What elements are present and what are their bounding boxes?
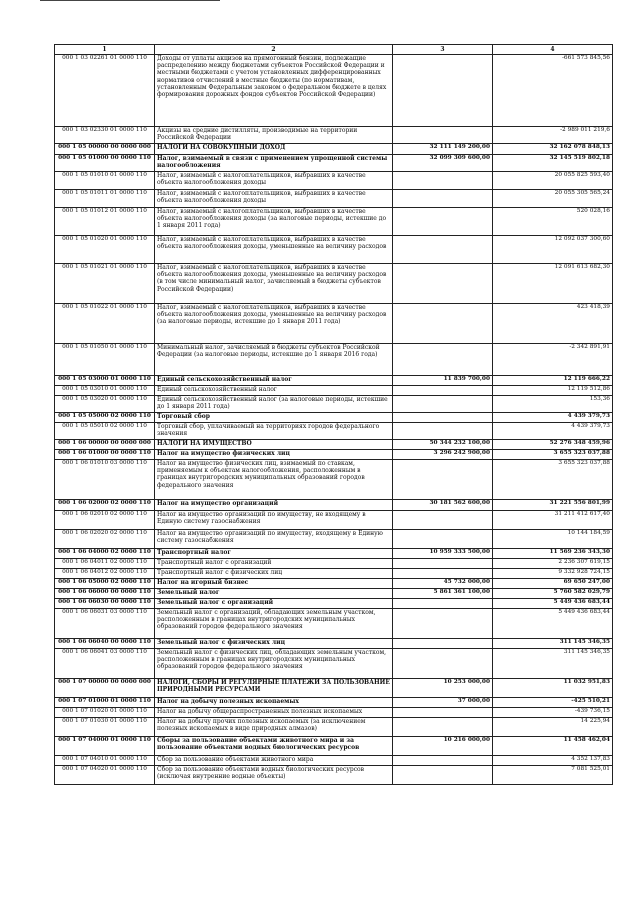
planned-amount: [393, 639, 493, 649]
table-row: [55, 549, 613, 559]
budget-code: 000 1 06 06030 00 0000 110: [55, 599, 155, 609]
table-row: [55, 344, 613, 376]
table-row: [55, 460, 613, 500]
planned-amount: [393, 413, 493, 423]
table-row: [55, 423, 613, 440]
budget-code: 000 1 06 01000 00 0000 110: [55, 450, 155, 460]
description: Сбор за пользование объектами водных биологических ресурсов (исключая внутренние водные объекты): [155, 766, 393, 785]
description: Сборы за пользование объектами животного мира и за пользование объектами водных биологических ресурсов: [155, 737, 393, 756]
description: Налог на добычу полезных ископаемых: [155, 698, 393, 708]
table-row: [55, 679, 613, 698]
table-row: [55, 766, 613, 785]
planned-amount: [393, 55, 493, 127]
table-row: [55, 500, 613, 511]
planned-amount: [393, 396, 493, 413]
budget-code: 000 1 06 06000 00 0000 110: [55, 589, 155, 599]
budget-code: 000 1 06 06031 03 0000 110: [55, 609, 155, 639]
planned-amount: [393, 172, 493, 190]
table-row: [55, 579, 613, 589]
description: Единый сельскохозяйственный налог: [155, 386, 393, 396]
budget-code: 000 1 07 01000 01 0000 110: [55, 698, 155, 708]
executed-amount: 4 352 137,83: [493, 756, 613, 766]
planned-amount: [393, 718, 493, 737]
description: Сбор за пользование объектами животного мира: [155, 756, 393, 766]
description: Земельный налог: [155, 589, 393, 599]
executed-amount: 32 145 519 802,18: [493, 155, 613, 172]
table-row: [55, 599, 613, 609]
description: Налог на имущество физических лиц: [155, 450, 393, 460]
planned-amount: [393, 460, 493, 500]
header-col-3: 3: [393, 45, 493, 55]
planned-amount: 3 296 242 900,00: [393, 450, 493, 460]
budget-code: 000 1 07 00000 00 0000 000: [55, 679, 155, 698]
executed-amount: 14 225,94: [493, 718, 613, 737]
budget-code: 000 1 05 01050 01 0000 110: [55, 344, 155, 376]
header-row: [55, 45, 613, 55]
description: Налог на имущество организаций: [155, 500, 393, 511]
table-row: [55, 190, 613, 208]
table-row: [55, 450, 613, 460]
description: Налог, взимаемый с налогоплательщиков, выбравших в качестве объекта налогообложения доходы (за налоговые периоды, истекшие до 1 января 2011 года): [155, 208, 393, 236]
top-border-line: [40, 0, 220, 1]
executed-amount: 5 449 436 683,44: [493, 599, 613, 609]
planned-amount: [393, 559, 493, 569]
header-col-1: 1: [55, 45, 155, 55]
budget-code: 000 1 06 04000 02 0000 110: [55, 549, 155, 559]
budget-code: 000 1 07 01030 01 0000 110: [55, 718, 155, 737]
planned-amount: [393, 569, 493, 579]
budget-code: 000 1 06 05000 02 0000 110: [55, 579, 155, 589]
executed-amount: 311 145 346,35: [493, 639, 613, 649]
executed-amount: 31 211 412 617,40: [493, 511, 613, 530]
budget-code: 000 1 06 06040 00 0000 110: [55, 639, 155, 649]
executed-amount: 20 055 305 565,24: [493, 190, 613, 208]
executed-amount: 12 119 666,22: [493, 376, 613, 386]
description: Единый сельскохозяйственный налог: [155, 376, 393, 386]
table-body: [55, 55, 613, 785]
description: Налог, взимаемый с налогоплательщиков, выбравших в качестве объекта налогообложения доходы: [155, 190, 393, 208]
table-row: [55, 236, 613, 264]
executed-amount: 20 055 825 593,40: [493, 172, 613, 190]
table-row: [55, 304, 613, 344]
budget-code: 000 1 06 04012 02 0000 110: [55, 569, 155, 579]
planned-amount: 32 111 149 200,00: [393, 144, 493, 155]
table-row: [55, 639, 613, 649]
description: НАЛОГИ, СБОРЫ И РЕГУЛЯРНЫЕ ПЛАТЕЖИ ЗА ПОЛЬЗОВАНИЕ ПРИРОДНЫМИ РЕСУРСАМИ: [155, 679, 393, 698]
budget-code: 000 1 05 01022 01 0000 110: [55, 304, 155, 344]
executed-amount: 423 418,39: [493, 304, 613, 344]
executed-amount: 5 760 582 029,79: [493, 589, 613, 599]
description: Земельный налог с организаций: [155, 599, 393, 609]
table-row: [55, 756, 613, 766]
table-row: [55, 708, 613, 718]
executed-amount: 10 144 184,59: [493, 530, 613, 549]
budget-code: 000 1 06 02020 02 0000 110: [55, 530, 155, 549]
description: Налог, взимаемый с налогоплательщиков, выбравших в качестве объекта налогообложения доходы, уменьшенные на величину расходов: [155, 236, 393, 264]
budget-code: 000 1 06 02000 02 0000 110: [55, 500, 155, 511]
description: Единый сельскохозяйственный налог (за налоговые периоды, истекшие до 1 января 2011 года): [155, 396, 393, 413]
executed-amount: 3 655 323 037,88: [493, 450, 613, 460]
table-row: [55, 698, 613, 708]
executed-amount: 52 276 348 459,96: [493, 440, 613, 450]
planned-amount: [393, 386, 493, 396]
budget-code: 000 1 03 02261 01 0000 110: [55, 55, 155, 127]
executed-amount: 2 236 307 619,15: [493, 559, 613, 569]
planned-amount: [393, 530, 493, 549]
budget-code: 000 1 03 02330 01 0000 110: [55, 127, 155, 144]
executed-amount: 4 439 379,73: [493, 413, 613, 423]
table-row: [55, 511, 613, 530]
executed-amount: 7 081 525,01: [493, 766, 613, 785]
planned-amount: [393, 208, 493, 236]
table-row: [55, 155, 613, 172]
planned-amount: 10 959 333 500,00: [393, 549, 493, 559]
table-row: [55, 386, 613, 396]
planned-amount: [393, 236, 493, 264]
planned-amount: [393, 423, 493, 440]
budget-code: 000 1 05 03020 01 0000 110: [55, 396, 155, 413]
budget-code: 000 1 05 03010 01 0000 110: [55, 386, 155, 396]
description: Налог на добычу общераспространенных полезных ископаемых: [155, 708, 393, 718]
executed-amount: 12 092 037 300,60: [493, 236, 613, 264]
table-row: [55, 55, 613, 127]
revenue-table: [54, 44, 613, 785]
description: Налог, взимаемый в связи с применением упрощенной системы налогообложения: [155, 155, 393, 172]
description: Транспортный налог с физических лиц: [155, 569, 393, 579]
table-row: [55, 396, 613, 413]
description: Транспортный налог: [155, 549, 393, 559]
table-row: [55, 172, 613, 190]
table-row: [55, 264, 613, 304]
description: Налог, взимаемый с налогоплательщиков, выбравших в качестве объекта налогообложения доходы, уменьшенные на величину расходов (в том числе минимальный налог, зачисляемый в бюджеты субъектов Российской Федерации): [155, 264, 393, 304]
planned-amount: 50 344 232 100,00: [393, 440, 493, 450]
budget-code: 000 1 06 04011 02 0000 110: [55, 559, 155, 569]
description: Налог на игорный бизнес: [155, 579, 393, 589]
budget-code: 000 1 05 00000 00 0000 000: [55, 144, 155, 155]
description: Налог на имущество организаций по имуществу, не входящему в Единую систему газоснабжения: [155, 511, 393, 530]
table-row: [55, 413, 613, 423]
planned-amount: 32 099 309 600,00: [393, 155, 493, 172]
planned-amount: 30 181 562 600,00: [393, 500, 493, 511]
header-col-2: 2: [155, 45, 393, 55]
description: Торговый сбор: [155, 413, 393, 423]
budget-code: 000 1 07 04000 01 0000 110: [55, 737, 155, 756]
planned-amount: [393, 708, 493, 718]
planned-amount: [393, 190, 493, 208]
executed-amount: 31 221 556 801,99: [493, 500, 613, 511]
planned-amount: 10 216 000,00: [393, 737, 493, 756]
planned-amount: [393, 511, 493, 530]
planned-amount: [393, 609, 493, 639]
description: Торговый сбор, уплачиваемый на территориях городов федерального значения: [155, 423, 393, 440]
executed-amount: 153,36: [493, 396, 613, 413]
executed-amount: 9 332 928 724,15: [493, 569, 613, 579]
executed-amount: 520 028,16: [493, 208, 613, 236]
planned-amount: [393, 766, 493, 785]
executed-amount: 11 569 236 343,30: [493, 549, 613, 559]
executed-amount: 5 449 436 683,44: [493, 609, 613, 639]
planned-amount: 37 000,00: [393, 698, 493, 708]
planned-amount: [393, 344, 493, 376]
table-row: [55, 144, 613, 155]
table-row: [55, 530, 613, 549]
budget-code: 000 1 06 01010 03 0000 110: [55, 460, 155, 500]
description: Акцизы на средние дистилляты, производимые на территории Российской Федерации: [155, 127, 393, 144]
budget-code: 000 1 05 01021 01 0000 110: [55, 264, 155, 304]
description: Земельный налог с физических лиц, обладающих земельным участком, расположенным в границах внутригородских муниципальных образований городов федерального значения: [155, 649, 393, 679]
executed-amount: 69 650 247,00: [493, 579, 613, 589]
planned-amount: 11 839 700,00: [393, 376, 493, 386]
budget-code: 000 1 05 01010 01 0000 110: [55, 172, 155, 190]
executed-amount: -439 736,15: [493, 708, 613, 718]
table-row: [55, 737, 613, 756]
table-row: [55, 569, 613, 579]
executed-amount: 12 119 512,86: [493, 386, 613, 396]
description: Доходы от уплаты акцизов на прямогонный бензин, подлежащие распределению между бюджетами субъектов Российской Федерации и местными бюджетами с учетом установленных дифференцированных нормативов отчислений в местные бюджеты (по нормативам, установленным Федеральным законом о федеральном бюджете в целях формирования дорожных фондов субъектов Российской Федерации): [155, 55, 393, 127]
budget-code: 000 1 05 01020 01 0000 110: [55, 236, 155, 264]
description: Минимальный налог, зачисляемый в бюджеты субъектов Российской Федерации (за налоговые периоды, истекшие до 1 января 2016 года): [155, 344, 393, 376]
planned-amount: 10 253 000,00: [393, 679, 493, 698]
planned-amount: [393, 127, 493, 144]
budget-code: 000 1 05 01012 01 0000 110: [55, 208, 155, 236]
executed-amount: 11 032 951,83: [493, 679, 613, 698]
table-row: [55, 559, 613, 569]
executed-amount: 12 091 613 682,30: [493, 264, 613, 304]
budget-code: 000 1 07 01020 01 0000 110: [55, 708, 155, 718]
budget-code: 000 1 05 01011 01 0000 110: [55, 190, 155, 208]
description: Налог на добычу прочих полезных ископаемых (за исключением полезных ископаемых в виде природных алмазов): [155, 718, 393, 737]
table-row: [55, 649, 613, 679]
table-row: [55, 208, 613, 236]
executed-amount: 32 162 078 848,13: [493, 144, 613, 155]
planned-amount: [393, 649, 493, 679]
planned-amount: [393, 756, 493, 766]
description: НАЛОГИ НА ИМУЩЕСТВО: [155, 440, 393, 450]
description: Транспортный налог с организаций: [155, 559, 393, 569]
table-row: [55, 440, 613, 450]
executed-amount: 4 439 379,73: [493, 423, 613, 440]
table-row: [55, 609, 613, 639]
table-row: [55, 718, 613, 737]
planned-amount: 5 861 361 100,00: [393, 589, 493, 599]
table-row: [55, 127, 613, 144]
planned-amount: [393, 264, 493, 304]
header-col-4: 4: [493, 45, 613, 55]
budget-code: 000 1 06 06041 03 0000 110: [55, 649, 155, 679]
budget-code: 000 1 05 05000 02 0000 110: [55, 413, 155, 423]
planned-amount: 45 732 000,00: [393, 579, 493, 589]
description: Земельный налог с организаций, обладающих земельным участком, расположенным в границах внутригородских муниципальных образований городов федерального значения: [155, 609, 393, 639]
executed-amount: -425 510,21: [493, 698, 613, 708]
executed-amount: -2 989 011 219,6: [493, 127, 613, 144]
executed-amount: -661 573 845,56: [493, 55, 613, 127]
description: НАЛОГИ НА СОВОКУПНЫЙ ДОХОД: [155, 144, 393, 155]
budget-code: 000 1 07 04010 01 0000 110: [55, 756, 155, 766]
executed-amount: 11 458 462,04: [493, 737, 613, 756]
description: Земельный налог с физических лиц: [155, 639, 393, 649]
executed-amount: 3 655 323 037,88: [493, 460, 613, 500]
budget-code: 000 1 05 05010 02 0000 110: [55, 423, 155, 440]
description: Налог, взимаемый с налогоплательщиков, выбравших в качестве объекта налогообложения доходы: [155, 172, 393, 190]
executed-amount: -2 342 891,91: [493, 344, 613, 376]
description: Налог на имущество физических лиц, взимаемый по ставкам, применяемым к объектам налогообложения, расположенным в границах внутригородских муниципальных образований городов федерального значения: [155, 460, 393, 500]
budget-code: 000 1 06 02010 02 0000 110: [55, 511, 155, 530]
budget-code: 000 1 07 04020 01 0000 110: [55, 766, 155, 785]
planned-amount: [393, 599, 493, 609]
table-row: [55, 589, 613, 599]
budget-code: 000 1 05 03000 01 0000 110: [55, 376, 155, 386]
executed-amount: 311 145 346,35: [493, 649, 613, 679]
description: Налог на имущество организаций по имуществу, входящему в Единую систему газоснабжения: [155, 530, 393, 549]
planned-amount: [393, 304, 493, 344]
description: Налог, взимаемый с налогоплательщиков, выбравших в качестве объекта налогообложения доходы, уменьшенные на величину расходов (за налоговые периоды, истекшие до 1 января 2011 года): [155, 304, 393, 344]
budget-code: 000 1 06 00000 00 0000 000: [55, 440, 155, 450]
table-row: [55, 376, 613, 386]
budget-code: 000 1 05 01000 00 0000 110: [55, 155, 155, 172]
